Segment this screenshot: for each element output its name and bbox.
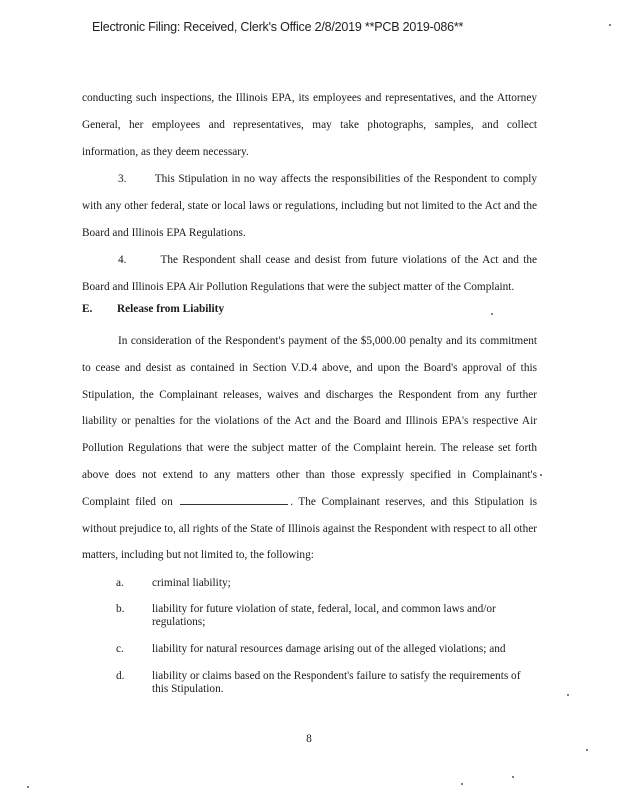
paragraph-4-number: 4. — [118, 254, 127, 266]
continued-paragraph-text: conducting such inspections, the Illinois EPA, its employees and representatives, and the Attorney General, her employees and representatives, may take photographs, samples, and collect information, as they deem necessary. — [82, 92, 537, 158]
scan-speck — [586, 749, 588, 751]
list-marker: d. — [116, 670, 125, 682]
scan-speck — [27, 786, 29, 788]
list-item-text: liability or claims based on the Respondent's failure to satisfy the requirements of this Stipulation. — [152, 670, 521, 695]
page-number: 8 — [306, 733, 312, 745]
paragraph-3-number: 3. — [118, 173, 127, 185]
release-text-part1: In consideration of the Respondent's payment of the $5,000.00 penalty and its commitment to cease and desist as contained in Section V.D.4 above, and upon the Board's approval of this Stipulation, the Complainant releases, waives and discharges the Respondent from any further liability or penalties for the violations of the Act and the Board and Illinois EPA's respective Air Pollution Regulations that were the subject matter of the Complaint herein. The release set forth above does not extend to any matters other than those expressly specified in Complainant's Complaint filed on — [82, 335, 537, 508]
list-item — [116, 670, 538, 696]
section-title: Release from Liability — [117, 303, 225, 315]
paragraph-4 — [82, 247, 537, 301]
continued-paragraph — [82, 85, 537, 165]
release-paragraph — [82, 328, 537, 569]
release-text-part2: . The Complainant reserves, and this Stipulation is without prejudice to, all rights of the State of Illinois against the Respondent with respect to all other matters, including but not limited to, the following: — [82, 495, 537, 562]
scan-speck — [461, 783, 463, 785]
list-marker: a. — [116, 577, 124, 589]
list-item-text: criminal liability; — [152, 577, 231, 589]
filing-date-blank — [180, 493, 288, 505]
list-item — [116, 643, 538, 656]
scan-speck — [609, 24, 611, 26]
list-item-text: liability for natural resources damage arising out of the alleged violations; and — [152, 643, 506, 655]
list-item-text: liability for future violation of state, federal, local, and common laws and/or regulations; — [152, 603, 496, 628]
scan-speck — [512, 776, 514, 778]
list-marker: c. — [116, 643, 124, 655]
scan-speck — [491, 313, 493, 315]
scan-speck — [567, 694, 569, 696]
section-heading — [82, 303, 224, 315]
paragraph-3 — [82, 166, 537, 246]
filing-stamp: Electronic Filing: Received, Clerk's Office 2/8/2019 **PCB 2019-086** — [92, 20, 464, 34]
list-marker: b. — [116, 603, 125, 615]
list-item — [116, 577, 538, 590]
paragraph-3-text: This Stipulation in no way affects the responsibilities of the Respondent to comply with any other federal, state or local laws or regulations, including but not limited to the Act and the Board and Illinois EPA Regulations. — [82, 173, 537, 239]
paragraph-4-text: The Respondent shall cease and desist from future violations of the Act and the Board and Illinois EPA Air Pollution Regulations that were the subject matter of the Complaint. — [82, 254, 537, 293]
scan-speck — [540, 474, 542, 476]
section-letter: E. — [82, 303, 93, 315]
list-item — [116, 603, 538, 629]
